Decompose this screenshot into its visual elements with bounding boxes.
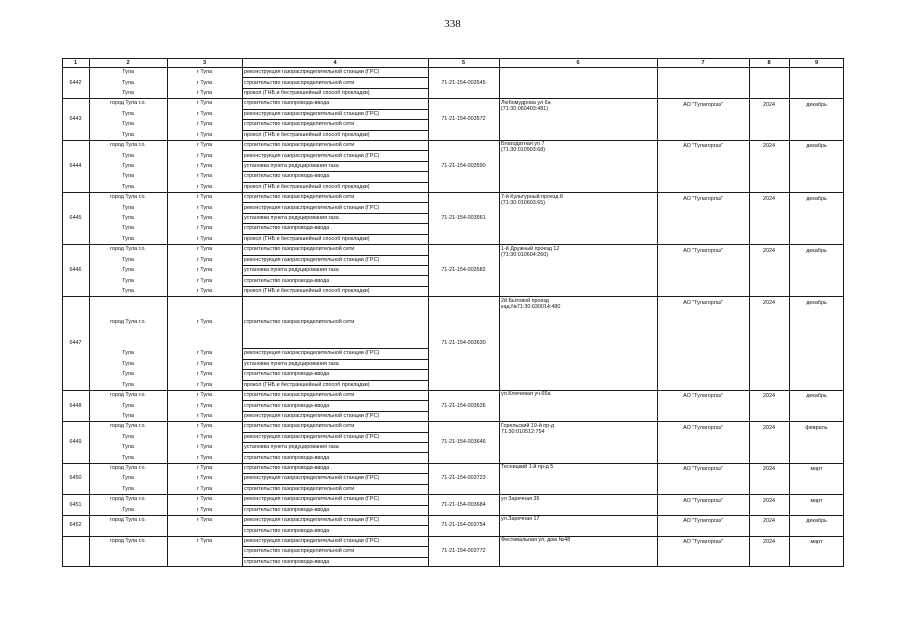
table-top-line — [62, 58, 844, 59]
work-row-line — [242, 473, 428, 474]
settlement-cell: Тула — [122, 402, 134, 409]
work-row-line — [242, 432, 428, 433]
work-type-cell: строительство газопровода-ввода — [244, 173, 330, 180]
work-type-cell: прокол (ГНБ и бестраншейный способ прокладки) — [244, 381, 370, 388]
work-type-cell: строительство газопровода-ввода — [244, 506, 330, 513]
city-cell: г Тула — [196, 465, 213, 472]
work-row-line — [242, 223, 428, 224]
work-row-line — [242, 452, 428, 453]
work-type-cell: строительство газораспределительной сети — [244, 79, 355, 86]
settlement-cell: город Тула г.о. — [110, 496, 146, 503]
settlement-cell: город Тула г.о. — [110, 142, 146, 149]
city-cell: г Тула — [196, 277, 213, 284]
organization: АО "Тулагоргаз" — [683, 247, 723, 254]
address-line: ул.Ключевая уч.65а — [501, 391, 551, 398]
settlement-cell: Тула — [122, 485, 134, 492]
work-type-cell: строительство газопровода-ввода — [244, 371, 330, 378]
work-type-cell: строительство газораспределительной сети — [244, 121, 355, 128]
city-cell: г Тула — [196, 402, 213, 409]
settlement-cell: Тула — [122, 433, 134, 440]
year: 2024 — [763, 466, 775, 473]
work-type-cell: реконструкция газораспределительной станции (ГРС) — [244, 152, 380, 159]
column-line — [499, 58, 500, 567]
address-line: 71:30:010512:754 — [501, 428, 545, 435]
city-cell: г Тула — [196, 183, 213, 190]
settlement-cell: Тула — [122, 183, 134, 190]
object-number: 6443 — [69, 116, 82, 123]
object-code: 71-21-154-003545 — [441, 79, 486, 86]
group-separator-line — [62, 494, 844, 495]
object-number — [62, 548, 89, 554]
city-cell: г Тула — [196, 381, 213, 388]
city-cell: г Тула — [196, 246, 213, 253]
city-cell: г Тула — [196, 215, 213, 222]
settlement-cell: Тула — [122, 162, 134, 169]
header-bottom-line — [62, 67, 844, 68]
object-code: 71-21-154-003772 — [441, 548, 486, 555]
work-row-line — [242, 150, 428, 151]
city-cell: г Тула — [196, 517, 213, 524]
work-type-cell: реконструкция газораспределительной станции (ГРС) — [244, 350, 380, 357]
work-type-cell: реконструкция газораспределительной станции (ГРС) — [244, 517, 380, 524]
address-line: Горельский 19-й пр-д — [501, 422, 555, 429]
settlement-cell: Тула — [122, 475, 134, 482]
settlement-cell: Тула — [122, 360, 134, 367]
settlement-cell: город Тула г.о. — [110, 423, 146, 430]
settlement-cell: Тула — [122, 506, 134, 513]
address-line: Благодатная ул 7 — [501, 141, 545, 148]
settlement-cell: Тула — [122, 235, 134, 242]
object-code: 71-21-154-003561 — [441, 215, 486, 222]
month — [789, 71, 844, 77]
year: 2024 — [763, 497, 775, 504]
object-number: 6451 — [69, 501, 82, 508]
work-type-cell: строительство газопровода-ввода — [244, 465, 330, 472]
work-type-cell: установка пункта редуцирования газа — [244, 444, 339, 451]
work-row-line — [242, 400, 428, 401]
work-row-line — [242, 380, 428, 381]
city-cell: г Тула — [196, 194, 213, 201]
work-row-line — [242, 88, 428, 89]
header-cell: 1 — [73, 59, 78, 66]
object-number: 6448 — [69, 402, 82, 409]
city-cell: г Тула — [196, 454, 213, 461]
month: декабрь — [806, 101, 827, 108]
settlement-cell: город Тула г.о. — [110, 246, 146, 253]
work-row-line — [242, 171, 428, 172]
work-type-cell: реконструкция газораспределительной станции (ГРС) — [244, 433, 380, 440]
work-type-cell: реконструкция газораспределительной станции (ГРС) — [244, 496, 380, 503]
organization: АО "Тулагоргаз" — [683, 195, 723, 202]
month: декабрь — [806, 195, 827, 202]
group-separator-line — [62, 515, 844, 516]
month: март — [810, 497, 823, 504]
city-cell: г Тула — [196, 444, 213, 451]
city-cell: г Тула — [196, 152, 213, 159]
settlement-cell: город Тула г.о. — [110, 100, 146, 107]
settlement-cell: город Тула г.о. — [110, 319, 146, 326]
year: 2024 — [763, 195, 775, 202]
work-type-cell: строительство газопровода-ввода — [244, 277, 330, 284]
address-line: 7-й Культурный проезд 8 — [501, 193, 563, 200]
month: декабрь — [806, 393, 827, 400]
address-line: (71:30:060403:481) — [501, 105, 549, 112]
work-type-cell: реконструкция газораспределительной станции (ГРС) — [244, 204, 380, 211]
settlement-cell: Тула — [122, 90, 134, 97]
work-type-cell: строительство газораспределительной сети — [244, 246, 355, 253]
work-type-cell: строительство газопровода-ввода — [244, 225, 330, 232]
work-type-cell: строительство газораспределительной сети — [244, 319, 355, 326]
gas-works-table — [62, 58, 844, 567]
year: 2024 — [763, 518, 775, 525]
settlement-cell: Тула — [122, 454, 134, 461]
organization: АО "Тулагоргаз" — [683, 143, 723, 150]
settlement-cell: Тула — [122, 69, 134, 76]
settlement-cell — [89, 559, 167, 565]
organization: АО "Тулагоргаз" — [683, 466, 723, 473]
column-line — [789, 58, 790, 567]
city-cell: г Тула — [196, 319, 213, 326]
city-cell: г Тула — [196, 69, 213, 76]
object-code: 71-21-154-003723 — [441, 475, 486, 482]
work-row-line — [242, 119, 428, 120]
city-cell: г Тула — [196, 235, 213, 242]
work-row-line — [242, 369, 428, 370]
work-row-line — [242, 109, 428, 110]
group-separator-line — [62, 244, 844, 245]
work-row-line — [242, 161, 428, 162]
object-number: 6442 — [69, 79, 82, 86]
organization: АО "Тулагоргаз" — [683, 424, 723, 431]
column-line — [657, 58, 658, 567]
header-cell: 8 — [767, 59, 771, 66]
settlement-cell: Тула — [122, 444, 134, 451]
group-separator-line — [62, 192, 844, 193]
object-code: 71-21-154-003630 — [441, 340, 486, 347]
column-line — [62, 58, 63, 567]
settlement-cell: Тула — [122, 121, 134, 128]
work-type-cell: строительство газопровода-ввода — [244, 527, 330, 534]
object-number: 6447 — [69, 340, 82, 347]
organization — [657, 71, 749, 77]
address-line: (71:30:010603:65) — [501, 199, 546, 206]
year: 2024 — [763, 143, 775, 150]
address-line: (71:30:010604:260) — [501, 251, 549, 258]
address-line: Фестивальная ул, дом №48 — [501, 537, 571, 544]
work-type-cell: прокол (ГНБ и бестраншейный способ прокладки) — [244, 287, 370, 294]
object-number: 6449 — [69, 439, 82, 445]
city-cell: г Тула — [196, 496, 213, 503]
organization: АО "Тулагоргаз" — [683, 299, 723, 306]
group-separator-line — [62, 421, 844, 422]
work-row-line — [242, 234, 428, 235]
work-row-line — [242, 275, 428, 276]
city-cell: г Тула — [196, 423, 213, 430]
year: 2024 — [763, 101, 775, 108]
month: декабрь — [806, 299, 827, 306]
work-row-line — [242, 348, 428, 349]
object-code: 71-21-154-003582 — [441, 267, 486, 274]
work-type-cell: прокол (ГНБ и бестраншейный способ прокладки) — [244, 183, 370, 190]
settlement-cell: Тула — [122, 79, 134, 86]
address-line: Тесницкий 1-й пр-д 5 — [501, 464, 554, 471]
object-number: 6446 — [69, 267, 82, 274]
object-code: 71-21-154-003590 — [441, 162, 486, 169]
group-separator-line — [62, 463, 844, 464]
city-cell: г Тула — [196, 360, 213, 367]
work-row-line — [242, 265, 428, 266]
page-number: 338 — [444, 18, 461, 30]
work-type-cell: строительство газораспределительной сети — [244, 485, 355, 492]
settlement-cell: Тула — [122, 225, 134, 232]
settlement-cell: Тула — [122, 152, 134, 159]
header-cell: 2 — [126, 59, 130, 66]
organization: АО "Тулагоргаз" — [683, 101, 723, 108]
city-cell: г Тула — [196, 267, 213, 274]
city-cell: г Тула — [196, 131, 213, 138]
month: декабрь — [806, 247, 827, 254]
year: 2024 — [763, 299, 775, 306]
work-type-cell: реконструкция газораспределительной станции (ГРС) — [244, 475, 380, 482]
month: март — [810, 539, 823, 546]
work-type-cell: строительство газораспределительной сети — [244, 194, 355, 201]
object-number: 6452 — [69, 522, 82, 529]
work-type-cell: прокол (ГНБ и бестраншейный способ прокладки) — [244, 235, 370, 242]
year: 2024 — [763, 247, 775, 254]
city-cell: г Тула — [196, 475, 213, 482]
header-cell: 5 — [461, 59, 466, 66]
city-cell — [167, 559, 242, 565]
city-cell: г Тула — [196, 371, 213, 378]
column-line — [428, 58, 429, 567]
organization: АО "Тулагоргаз" — [683, 393, 723, 400]
city-cell — [167, 548, 242, 554]
settlement-cell: Тула — [122, 287, 134, 294]
work-row-line — [242, 505, 428, 506]
work-type-cell: реконструкция газораспределительной станции (ГРС) — [244, 110, 380, 117]
city-cell: г Тула — [196, 121, 213, 128]
work-type-cell: строительство газопровода-ввода — [244, 100, 330, 107]
city-cell: г Тула — [196, 350, 213, 357]
address-line: 2й Бытовой проезд — [501, 297, 549, 304]
city-cell: г Тула — [196, 287, 213, 294]
work-row-line — [242, 286, 428, 287]
settlement-cell: Тула — [122, 131, 134, 138]
work-type-cell: строительство газопровода-ввода — [244, 454, 330, 461]
work-row-line — [242, 182, 428, 183]
address-line: Любомудрова ул 6а — [501, 99, 551, 106]
work-row-line — [242, 255, 428, 256]
city-cell: г Тула — [196, 537, 213, 544]
work-row-line — [242, 411, 428, 412]
month: декабрь — [806, 518, 827, 525]
organization: АО "Тулагоргаз" — [683, 539, 723, 546]
column-line — [242, 58, 243, 567]
object-number: 6444 — [69, 162, 82, 169]
year — [749, 71, 789, 77]
address-line: (71:30:010903:68) — [501, 147, 546, 154]
city-cell: г Тула — [196, 433, 213, 440]
year: 2024 — [763, 424, 775, 431]
object-code: 71-21-154-003646 — [441, 439, 486, 445]
month: февраль — [805, 424, 828, 431]
month: декабрь — [806, 143, 827, 150]
group-separator-line — [62, 390, 844, 391]
organization: АО "Тулагоргаз" — [683, 518, 723, 525]
object-number: 6450 — [69, 475, 82, 482]
work-row-line — [242, 484, 428, 485]
header-cell: 4 — [333, 59, 337, 66]
settlement-cell: Тула — [122, 277, 134, 284]
settlement-cell: город Тула г.о. — [110, 537, 146, 544]
settlement-cell — [89, 548, 167, 554]
object-code: 71-21-154-003636 — [441, 402, 486, 409]
settlement-cell: город Тула г.о. — [110, 194, 146, 201]
settlement-cell: город Тула г.о. — [110, 517, 146, 524]
city-cell: г Тула — [196, 100, 213, 107]
organization: АО "Тулагоргаз" — [683, 497, 723, 504]
work-type-cell: прокол (ГНБ и бестраншейный способ прокладки) — [244, 90, 370, 97]
city-cell: г Тула — [196, 162, 213, 169]
group-separator-line — [62, 536, 844, 537]
work-row-line — [242, 77, 428, 78]
month: март — [810, 466, 823, 473]
city-cell: г Тула — [196, 485, 213, 492]
address-line: ул.Заречная 17 — [501, 516, 540, 523]
work-row-line — [242, 442, 428, 443]
work-type-cell: строительство газопровода-ввода — [244, 558, 330, 565]
header-cell: 9 — [814, 59, 819, 66]
settlement-cell: Тула — [122, 381, 134, 388]
work-type-cell: строительство газораспределительной сети — [244, 142, 355, 149]
work-type-cell: реконструкция газораспределительной станции (ГРС) — [244, 69, 380, 76]
table-bottom-line — [62, 566, 844, 567]
work-type-cell: прокол (ГНБ и бестраншейный способ прокладки) — [244, 131, 370, 138]
settlement-cell: Тула — [122, 215, 134, 222]
settlement-cell: Тула — [122, 412, 134, 419]
object-number: 6445 — [69, 215, 82, 222]
object-code: 71-21-154-003754 — [441, 522, 486, 529]
year: 2024 — [763, 393, 775, 400]
group-separator-line — [62, 296, 844, 297]
city-cell: г Тула — [196, 204, 213, 211]
work-type-cell: установка пункта редуцирования газа — [244, 162, 339, 169]
city-cell: г Тула — [196, 412, 213, 419]
city-cell: г Тула — [196, 173, 213, 180]
settlement-cell: Тула — [122, 350, 134, 357]
work-type-cell: установка пункта редуцирования газа — [244, 215, 339, 222]
city-cell: г Тула — [196, 225, 213, 232]
settlement-cell: Тула — [122, 110, 134, 117]
work-type-cell: строительство газораспределительной сети — [244, 548, 355, 555]
column-line — [167, 58, 168, 567]
work-row-line — [242, 525, 428, 526]
city-cell — [167, 528, 242, 534]
work-row-line — [242, 130, 428, 131]
city-cell: г Тула — [196, 256, 213, 263]
work-type-cell: реконструкция газораспределительной станции (ГРС) — [244, 537, 380, 544]
city-cell: г Тула — [196, 90, 213, 97]
settlement-cell: Тула — [122, 204, 134, 211]
work-type-cell: строительство газопровода-ввода — [244, 402, 330, 409]
settlement-cell: город Тула г.о. — [110, 392, 146, 399]
column-line — [843, 58, 844, 567]
header-cell: 7 — [701, 59, 705, 66]
city-cell: г Тула — [196, 110, 213, 117]
work-type-cell: установка пункта редуцирования газа — [244, 267, 339, 274]
work-type-cell: установка пункта редуцирования газа — [244, 360, 339, 367]
city-cell: г Тула — [196, 506, 213, 513]
settlement-cell — [89, 528, 167, 534]
city-cell: г Тула — [196, 142, 213, 149]
group-separator-line — [62, 140, 844, 141]
settlement-cell: Тула — [122, 267, 134, 274]
group-separator-line — [62, 98, 844, 99]
address-line: ул Заречная 35 — [501, 495, 540, 502]
work-row-line — [242, 359, 428, 360]
year: 2024 — [763, 539, 775, 546]
work-row-line — [242, 546, 428, 547]
work-row-line — [242, 202, 428, 203]
settlement-cell: Тула — [122, 173, 134, 180]
work-row-line — [242, 213, 428, 214]
work-row-line — [242, 557, 428, 558]
object-code: 71-21-154-003572 — [441, 116, 486, 123]
work-type-cell: строительство газораспределительной сети — [244, 423, 355, 430]
object-code: 71-21-154-003684 — [441, 501, 486, 508]
settlement-cell: Тула — [122, 256, 134, 263]
city-cell: г Тула — [196, 79, 213, 86]
settlement-cell: Тула — [122, 371, 134, 378]
column-line — [749, 58, 750, 567]
work-type-cell: реконструкция газораспределительной станции (ГРС) — [244, 256, 380, 263]
work-type-cell: реконструкция газораспределительной станции (ГРС) — [244, 412, 380, 419]
address-line: кад.№71:30:030014:480 — [501, 303, 561, 310]
header-cell: 3 — [202, 59, 207, 66]
header-cell: 6 — [576, 59, 580, 66]
settlement-cell: город Тула г.о. — [110, 465, 146, 472]
work-type-cell: строительство газораспределительной сети — [244, 392, 355, 399]
address-line: 1-й Дружный проезд 12 — [501, 245, 560, 252]
column-line — [89, 58, 90, 567]
city-cell: г Тула — [196, 392, 213, 399]
